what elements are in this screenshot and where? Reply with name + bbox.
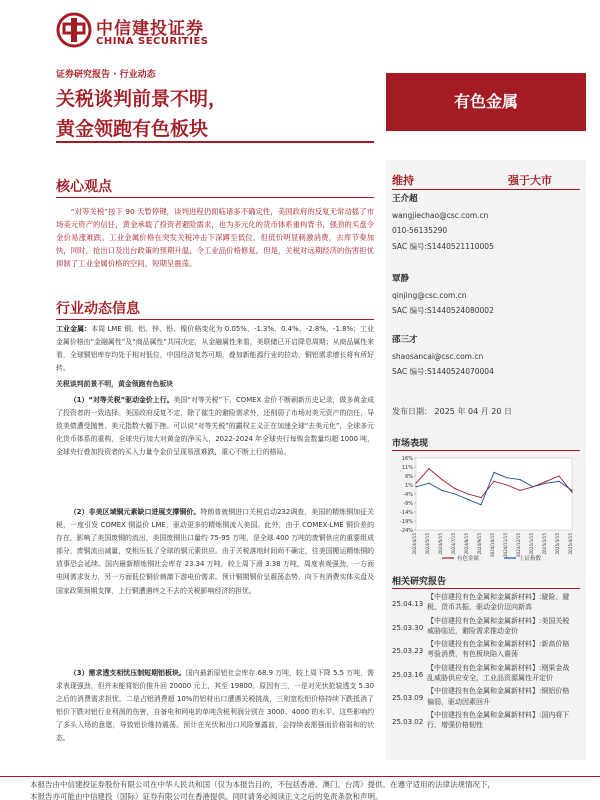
rating-value: 强于大市 — [508, 174, 552, 187]
report-title[interactable]: 【中信建投有色金属和金属新材料】:新高价格考验消费，有色板块陷入震荡 — [427, 640, 570, 659]
y-tick-label: -4% — [403, 492, 413, 498]
data-point — [519, 479, 520, 480]
core-divider — [56, 197, 374, 198]
analyst-sac: SAC 编号:S1440524070004 — [392, 367, 494, 376]
report-date: 25.03.16 — [392, 670, 424, 679]
related-divider — [392, 588, 580, 589]
data-point — [441, 479, 442, 480]
data-point — [532, 486, 533, 487]
p3-label: （3）需求透支相忧压制短期铝板块。 — [69, 669, 186, 677]
y-tick-label: 11% — [401, 465, 413, 471]
legend-label: 上证指数 — [519, 556, 542, 562]
report-date: 25.03.23 — [392, 647, 424, 656]
market-divider — [392, 450, 580, 451]
list-item[interactable] — [392, 663, 580, 684]
industry-paragraph — [56, 323, 374, 375]
analyst-name: 王介超 — [392, 194, 418, 204]
list-item[interactable] — [392, 686, 580, 707]
data-point — [428, 483, 429, 484]
analyst-card — [392, 192, 494, 254]
x-tick-label: 2024/4/15 — [412, 533, 417, 555]
analyst-card — [392, 333, 494, 380]
y-tick-label: 6% — [405, 474, 413, 480]
industry-text: 本周 LME 铜、铝、锌、铅、镍价格变化为 0.05%、-1.3%、0.4%、-2.8%、-1.8%；工业金属价格由“金融属性”及“商品属性”共同决定，从金融属性来看，美联储已开启降息周期；从商品属性来看，全球铜铝库存均处于相对低位，中国经济复苏可期，叠加新能源行业的拉动，铜铝需求增长将有所好转。 — [56, 325, 374, 373]
trend-subheading: 关税谈判前景不明，黄金领跑有色板块 — [56, 380, 174, 388]
p1-label: （1）“对等关税”驱动金价上行。 — [69, 396, 174, 404]
y-tick-label: -9% — [403, 501, 413, 507]
x-tick-label: 2024/9/15 — [477, 533, 482, 555]
data-point — [415, 486, 416, 487]
list-item[interactable] — [392, 710, 580, 731]
analyst-email[interactable]: wangjiechao@csc.com.cn — [392, 210, 489, 220]
report-date: 25.03.02 — [392, 717, 424, 726]
report-date: 25.03.09 — [392, 694, 424, 703]
x-tick-label: 2024/11/15 — [503, 533, 508, 558]
paragraph-copper — [56, 506, 374, 598]
industry-label: 工业金属： — [56, 325, 92, 333]
paragraph-aluminum — [56, 667, 374, 746]
page-title-line2: 黄金领跑有色板块 — [56, 118, 209, 140]
page-title-line1: 关税谈判前景不明， — [56, 88, 228, 110]
x-tick-label: 2025/3/15 — [555, 533, 560, 555]
core-heading: 核心观点 — [56, 179, 112, 195]
publish-date: 发布日期： 2025 年 04 月 20 日 — [392, 407, 512, 416]
core-text: “对等关税”按下 90 天暂停键，谈判进程仍面临诸多不确定性，美国政府的反复无常动摇了市场美元资产的信任，黄金承载了投资者避险需求，也为多元化的货币体系重构背书，强劲的买盘令金价易涨难跌。工业金属价格在突发关税冲击下深蹲至低位，但低价明显刺激消费，去库节奏加快，同时，抢出口及出台政策的预期升温，令工业品价格修复。但是，关税对远期经济的伤害担忧抑制了工业金属价格的空间，短期呈震荡。 — [56, 207, 374, 269]
data-point — [441, 490, 442, 491]
list-item[interactable] — [392, 639, 580, 660]
analyst-phone: 010-56135290 — [392, 226, 448, 235]
p2-text: 特朗普就铜进口关税启动232调查，美国的精炼铜加征关税，一度引发 COMEX 铜溢价 LME，驱动更多的精炼铜流入美国。此外，由于 COMEX-LME 铜价差的存在，影响了美国废铜的流出，美国废铜出口量约 75-95 万吨，是全球 400 万吨的废铜供应的重要组成部分，废铜流出减量，变相压低了全球的铜元素供应。由于关税落地时间尚不确定，往美国搬运精炼铜的放事恐会延续。国内最新精炼铜社会库存 23.34 万吨，较上周下滑 3.38 万吨，周度表观强劲，一方面电网需求发力，另一方面低位铜价刺激下游电价需求。预计铜期铜价呈震荡态势，向下有消费实体买盘及国家政策预期支撑，上行铜遭遇终之不去的关税影响经济的担忧。 — [56, 508, 374, 595]
data-point — [571, 490, 572, 491]
p3-text: 国内最新原铝社会库存 68.9 万吨，较上周下降 5.5 万吨，需求表现强劲，但并未能将铝价推升回 20000 元上，其至 19800。原因有三，一是对光伏抢装透支 5.30 之后的消费需求担忧，二是占铝消费超 10%的铝材出口遭遇关税挑战，三则宽松铝价格持续下跌抵消了铝价下跌对铝行业利润的伤害，自备电和网电的单吨含税利润分别在 3000、4000 的水平。这些影响约了多头入场的意愿，导致铝价维持震荡。预计在光伏和出口风险暴露前，会持续表需强而价格弱和的状态。 — [56, 669, 375, 743]
report-title[interactable]: 【中信建投有色金属和金属新材料】:避险、避税、货币共振，驱动金价迈向新高 — [427, 593, 570, 612]
data-point — [571, 492, 572, 493]
data-point — [493, 472, 494, 473]
x-tick-label: 2024/7/15 — [451, 533, 456, 555]
data-point — [467, 499, 468, 500]
x-tick-label: 2024/5/15 — [425, 533, 430, 555]
data-point — [506, 484, 507, 485]
data-point — [415, 483, 416, 484]
report-date: 25.04.13 — [392, 600, 424, 608]
x-tick-label: 2025/2/15 — [542, 533, 547, 555]
paragraph-gold — [56, 394, 374, 459]
data-point — [428, 468, 429, 469]
report-title[interactable]: 【中信建投有色金属和金属新材料】:铜铝价格偏弱，驱动因素回升 — [427, 687, 570, 706]
rating-label: 维持 — [392, 174, 414, 187]
y-tick-label: -19% — [400, 519, 413, 525]
data-point — [558, 481, 559, 482]
plot-area — [416, 458, 572, 530]
sector-badge: 有色金属 — [386, 73, 586, 131]
data-point — [467, 493, 468, 494]
market-heading: 市场表现 — [392, 439, 429, 449]
analyst-card — [392, 272, 494, 319]
footer-line-1: 本报告由中信建投证券股份有限公司在中华人民共和国（仅为本报告目的，不包括香港、澳门、台湾）提供。在遵守适用的法律法规情况下， — [30, 780, 495, 789]
trend-divider — [56, 319, 374, 320]
data-point — [480, 497, 481, 498]
company-logo — [56, 12, 216, 50]
list-item[interactable] — [392, 592, 580, 613]
data-point — [454, 493, 455, 494]
p2-label: （2）非美区域铜元素缺口进展支撑铜价。 — [69, 508, 201, 516]
rating-divider — [392, 189, 580, 190]
data-point — [506, 477, 507, 478]
analyst-name: 覃静 — [392, 274, 410, 284]
data-point — [519, 490, 520, 491]
market-performance-chart — [392, 452, 580, 564]
x-tick-label: 2025/4/15 — [568, 533, 573, 555]
x-tick-label: 2024/6/15 — [438, 533, 443, 555]
title-divider — [56, 141, 374, 143]
list-item[interactable] — [392, 616, 580, 637]
p1-text: 美国“对等关税”下，COMEX 金价不断刷新历史记录，做多黄金成了投资者的一致选择。美国政府反复不定，除了催生的避险需求外，还削弱了市场对美元资产的信任，导致美债遭受抛售、美元指数大幅下挫。可以说“对等关税”的霸权主义正在加速全球“去美元化”，全球多元化货币体系的重构，全球央行加大对黄金的净买入，2022-2024 年全球央行每购金数量均超 1000 吨，全球央行叠加投资者的买入力量令金价呈现易涨难跌，重心不断上行的格局。 — [56, 396, 374, 457]
report-date: 25.03.30 — [392, 623, 424, 632]
data-point — [493, 481, 494, 482]
logo-en-text: CHINA SECURITIES — [96, 36, 209, 47]
x-tick-label: 2024/12/15 — [516, 533, 521, 558]
footer-divider — [0, 776, 600, 777]
report-title[interactable]: 【中信建投有色金属和金属新材料】:国内将下行，增强价格韧性 — [427, 710, 570, 730]
y-tick-label: 16% — [401, 456, 413, 462]
data-point — [558, 475, 559, 476]
report-title[interactable]: 【中信建投有色金属和金属新材料】:刚果金战乱威胁供应安全，工业品资源属性开定价 — [427, 663, 570, 683]
analyst-email[interactable]: qinjing@csc.com.cn — [392, 290, 467, 300]
analyst-sac: SAC 编号:S1440524080002 — [392, 306, 494, 315]
y-tick-label: 1% — [405, 483, 413, 489]
analyst-name: 邵三才 — [392, 335, 418, 345]
data-point — [545, 483, 546, 484]
x-tick-label: 2024/10/15 — [490, 533, 495, 558]
data-point — [545, 481, 546, 482]
report-title[interactable]: 【中信建投有色金属和金属新材料】:美国关税威胁临近，避险需求推动金价 — [427, 616, 570, 635]
trend-heading: 行业动态信息 — [56, 301, 140, 317]
analyst-sac: SAC 编号:S1440521110005 — [392, 241, 494, 251]
data-point — [480, 504, 481, 505]
logo-cn-text: 中信建投证券 — [96, 19, 204, 39]
x-tick-label: 2025/1/15 — [529, 533, 534, 555]
y-tick-label: -24% — [400, 528, 413, 534]
breadcrumb: 证券研究报告 · 行业动态 — [56, 70, 156, 80]
data-point — [454, 488, 455, 489]
analyst-email[interactable]: shaosancai@csc.com.cn — [392, 351, 484, 361]
footer-line-2: 本报告亦可能由中信建投（国际）证券有限公司在香港提供。同时请务必阅读正文之后的免责条款和声明。 — [30, 791, 383, 800]
related-reports-list — [392, 592, 580, 734]
y-tick-label: -14% — [400, 510, 413, 516]
x-tick-label: 2024/8/15 — [464, 533, 469, 555]
related-heading: 相关研究报告 — [392, 577, 447, 587]
legend-label: 有色金属 — [457, 556, 480, 562]
footer-disclaimer — [30, 779, 590, 800]
logo-mark-icon — [56, 12, 92, 48]
